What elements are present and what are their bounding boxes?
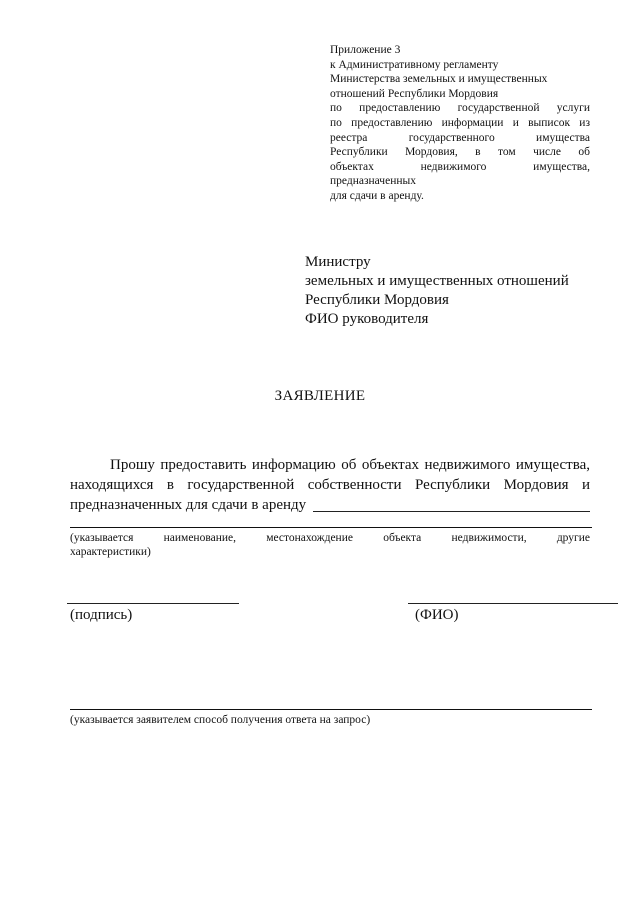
fio-line[interactable] — [408, 603, 618, 604]
appendix-line: по предоставлению государственной услуги — [330, 102, 590, 115]
appendix-line: Приложение 3 — [330, 44, 401, 56]
addressee-line: ФИО руководителя — [305, 311, 429, 327]
appendix-line: отношений Республики Мордовия — [330, 87, 499, 100]
response-hint: (указывается заявителем способ получения ответа на запрос) — [70, 714, 371, 726]
appendix-line: реестра государственного имущества — [330, 131, 590, 144]
appendix-line: для сдачи в аренду. — [330, 189, 424, 202]
appendix-line: к Административному регламенту — [330, 58, 499, 71]
signature-label: (подпись) — [70, 607, 133, 623]
object-description-line[interactable] — [70, 527, 592, 528]
body-line-2: находящихся в государственной собственности Республики Мордовия и — [70, 477, 590, 493]
document-title: ЗАЯВЛЕНИЕ — [274, 388, 366, 404]
addressee-block — [305, 253, 569, 329]
signature-line[interactable] — [67, 603, 239, 604]
body-line-1: Прошу предоставить информацию об объектах недвижимого имущества, — [110, 457, 590, 473]
addressee-line: земельных и имущественных отношений — [305, 273, 569, 289]
fio-label: (ФИО) — [415, 607, 459, 623]
addressee-line: Республики Мордовия — [305, 292, 449, 308]
object-hint-line-2: характеристики) — [70, 546, 151, 558]
response-method-line[interactable] — [70, 709, 592, 710]
appendix-line: объектах недвижимого имущества, — [330, 160, 590, 173]
object-fill-line[interactable] — [313, 511, 590, 512]
appendix-line: Республики Мордовия, в том числе об — [330, 146, 590, 159]
appendix-line: предназначенных — [330, 175, 416, 188]
body-line-3: предназначенных для сдачи в аренду — [70, 497, 307, 513]
appendix-header — [330, 43, 590, 204]
addressee-line: Министру — [305, 254, 371, 270]
object-hint-line-1: (указывается наименование, местонахождение объекта недвижимости, другие — [70, 532, 590, 544]
appendix-line: по предоставлению информации и выписок из — [330, 116, 590, 129]
appendix-line: Министерства земельных и имущественных — [330, 73, 548, 86]
